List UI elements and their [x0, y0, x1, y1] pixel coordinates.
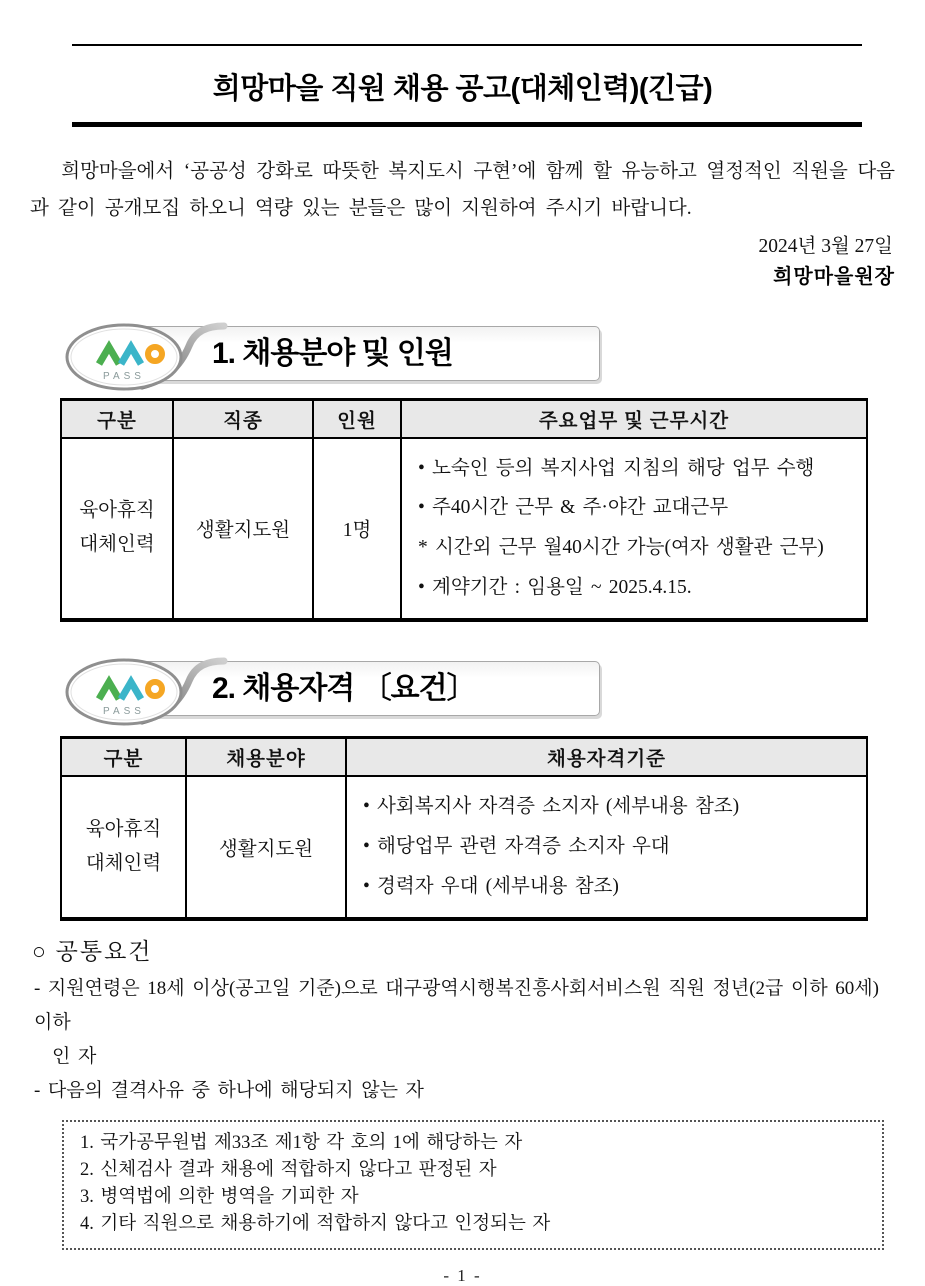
requirement-line: - 다음의 결격사유 중 하나에 해당되지 않는 자 [34, 1079, 424, 1101]
category-line1: 육아휴직 [85, 818, 162, 840]
pass-logo-label: PASS [103, 706, 145, 718]
table2-category-cell [61, 776, 186, 919]
announcement-date: 2024년 3월 27일 [758, 236, 893, 257]
common-requirements-list [34, 972, 891, 1108]
section1-header [62, 323, 642, 391]
table2-data-row [61, 776, 867, 919]
top-rule [72, 44, 862, 46]
section1-title: 1. 채용분야 및 인원 [212, 337, 453, 370]
common-requirements-heading: ○ 공통요건 [32, 938, 153, 964]
table1-headcount-cell: 1명 [313, 438, 401, 621]
table1-category-cell [61, 438, 173, 621]
requirement-line: - 지원연령은 18세 이상(공고일 기준)으로 대구광역시행복진흥사회서비스원 직원 정년(2급 이하 60세) 이하 [34, 977, 879, 1033]
page-title: 희망마을 직원 채용 공고(대체인력)(긴급) [212, 73, 713, 105]
section2-title: 2. 채용자격 〔요건〕 [212, 672, 476, 706]
section2-header [62, 658, 642, 726]
author-signature: 희망마을원장 [773, 266, 895, 288]
duty-item: • 계약기간 : 임용일 ~ 2025.4.15. [418, 577, 692, 599]
table1-header-headcount: 인원 [313, 400, 401, 438]
page-number: - 1 - [443, 1265, 482, 1285]
pass-logo-label: PASS [103, 371, 145, 382]
table2-criteria-cell [346, 776, 867, 919]
disqualification-item: 4. 기타 직원으로 채용하기에 적합하지 않다고 인정되는 자 [80, 1213, 551, 1234]
category-line1: 육아휴직 [79, 500, 155, 522]
duty-item: • 노숙인 등의 복지사업 지침의 해당 업무 수행 [418, 457, 815, 479]
qualification-item: • 해당업무 관련 자격증 소지자 우대 [363, 835, 670, 857]
table1-header-category: 구분 [61, 400, 173, 438]
recruitment-field-table [60, 398, 868, 622]
qualification-item: • 경력자 우대 (세부내용 참조) [363, 875, 619, 897]
disqualification-box [62, 1120, 884, 1250]
duty-item: • 주40시간 근무 & 주·야간 교대근무 [418, 497, 729, 519]
category-line2: 대체인력 [85, 852, 162, 874]
table1-header-row [61, 400, 867, 438]
qualification-item: • 사회복지사 자격증 소지자 (세부내용 참조) [363, 795, 740, 817]
disqualification-item: 3. 병역법에 의한 병역을 기피한 자 [80, 1186, 359, 1207]
duty-item: * 시간외 근무 월40시간 가능(여자 생활관 근무) [418, 537, 824, 559]
table1-header-jobtype: 직종 [173, 400, 313, 438]
document-page [0, 44, 925, 1285]
table1-header-duties: 주요업무 및 근무시간 [401, 400, 867, 438]
qualification-table [60, 736, 868, 920]
table1-data-row [61, 438, 867, 621]
table1-duties-cell [401, 438, 867, 621]
requirement-line-continuation: 인 자 [52, 1045, 97, 1067]
table2-header-criteria: 채용자격기준 [346, 738, 867, 776]
table2-header-category: 구분 [61, 738, 186, 776]
category-line2: 대체인력 [79, 534, 155, 556]
intro-paragraph: 희망마을에서 ‘공공성 강화로 따뜻한 복지도시 구현’에 함께 할 유능하고 열정적인 직원을 다음과 같이 공개모집 하오니 역량 있는 분들은 많이 지원하여 주시기 바랍니다. [30, 161, 895, 219]
table2-header-row [61, 738, 867, 776]
table1-jobtype-cell: 생활지도원 [173, 438, 313, 621]
disqualification-item: 1. 국가공무원법 제33조 제1항 각 호의 1에 해당하는 자 [80, 1132, 523, 1153]
table2-header-field: 채용분야 [186, 738, 346, 776]
table2-field-cell: 생활지도원 [186, 776, 346, 919]
disqualification-item: 2. 신체검사 결과 채용에 적합하지 않다고 판정된 자 [80, 1159, 497, 1180]
title-underline-rule [72, 122, 862, 127]
